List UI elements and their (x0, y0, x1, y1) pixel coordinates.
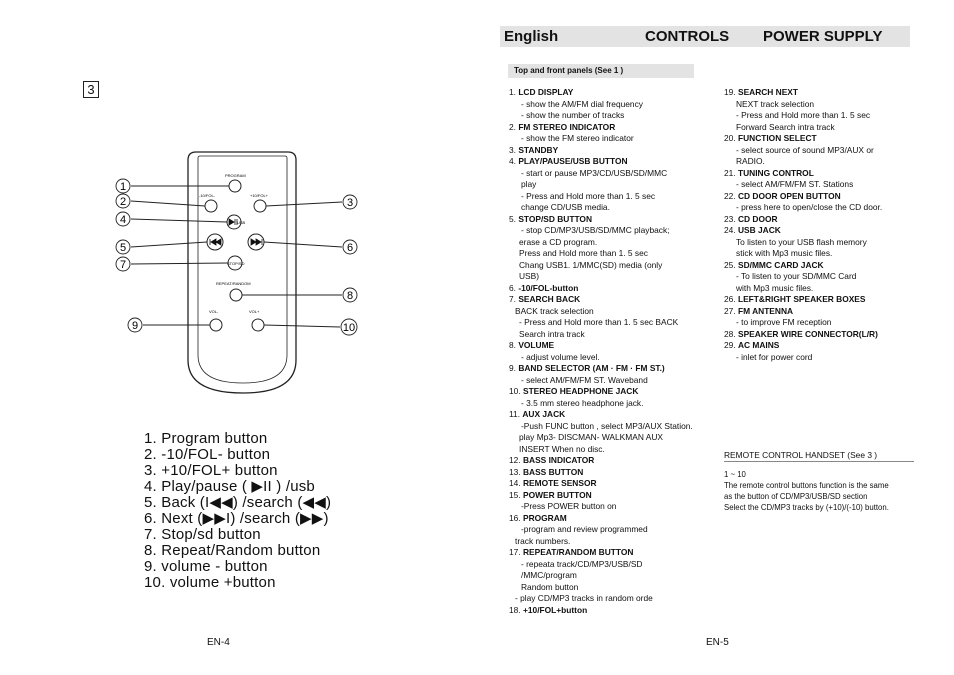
control-item-description: USB) (519, 271, 540, 281)
control-item-title (509, 340, 724, 352)
control-item-label: FM ANTENNA (737, 305, 794, 316)
remote-plus-fol-label: +10/FOL+ (250, 193, 269, 198)
control-item-number: 14. (509, 478, 523, 488)
control-item-number: 25. (724, 259, 738, 270)
control-item-description: - 3.5 mm stereo headphone jack. (521, 397, 644, 408)
control-item-title (509, 386, 724, 398)
control-item-number: 8. (509, 340, 519, 350)
remote-heading: REMOTE CONTROL HANDSET (See 3 ) (724, 450, 914, 462)
callout-7: 7 (119, 259, 127, 271)
control-item-description: Press and Hold more than 1. 5 sec (519, 248, 648, 258)
control-item-description: Search intra track (519, 328, 585, 339)
callout-4: 4 (119, 214, 127, 226)
control-item-description: erase a CD program. (519, 236, 598, 247)
control-item-description: - show the FM stereo indicator (521, 133, 634, 143)
control-item-label: STOP/SD BUTTON (518, 213, 592, 224)
remote-description (724, 469, 889, 513)
control-item-title (509, 409, 724, 421)
control-item-label: SEARCH NEXT (737, 87, 799, 97)
control-item-description: - Press and Hold more than 1. 5 sec (521, 190, 656, 201)
callout-10: 10 (342, 322, 356, 334)
control-item-label: SEARCH BACK (518, 294, 581, 304)
remote-vol-plus-label: VOL+ (249, 309, 260, 314)
controls-list-item: 8. Repeat/Random button (144, 542, 321, 559)
control-item-description: - start or pause MP3/CD/USB/SD/MMC (521, 167, 668, 178)
control-item-title (724, 168, 924, 180)
control-item-label: BAND SELECTOR (AM · FM · FM ST.) (518, 363, 665, 373)
control-item-label: STEREO HEADPHONE JACK (522, 386, 639, 396)
control-item-description: -program and review programmed (521, 524, 648, 534)
page-number-right: EN-5 (706, 637, 729, 648)
control-item-description: - select AM/FM/FM ST. Waveband (521, 374, 648, 385)
remote-control-illustration (110, 150, 370, 395)
controls-column-2 (724, 87, 924, 363)
control-item-title (509, 513, 724, 525)
controls-column-1 (509, 87, 724, 616)
control-item-number: 15. (509, 489, 523, 500)
control-item-description: - to improve FM reception (736, 317, 832, 327)
controls-list-item: 4. Play/pause ( ▶II ) /usb (144, 478, 315, 495)
control-item-number: 9. (509, 363, 519, 373)
control-item-label: POWER BUTTON (522, 489, 592, 500)
control-item-label: PLAY/PAUSE/USB BUTTON (518, 156, 628, 166)
page-number-left: EN-4 (207, 637, 230, 648)
control-item-description: change CD/USB media. (521, 202, 610, 212)
control-item-number: 4. (509, 156, 519, 166)
control-item-description: - select source of sound MP3/AUX or (736, 144, 874, 155)
control-item-description: track numbers. (515, 535, 571, 546)
controls-list-item: 9. volume - button (144, 558, 268, 575)
control-item-title (509, 455, 724, 467)
control-item-description: with Mp3 music files. (736, 282, 814, 293)
control-item-description: - repeata track/CD/MP3/USB/SD (521, 558, 643, 569)
control-item-label: USB JACK (737, 225, 781, 235)
control-item-title (509, 294, 724, 306)
controls-list-item: 2. -10/FOL- button (144, 446, 271, 463)
control-item-title (724, 133, 924, 145)
control-item-description: - stop CD/MP3/USB/SD/MMC playback; (521, 225, 670, 235)
control-item-description: To listen to your USB flash memory (736, 236, 867, 247)
header-language: English (504, 28, 559, 45)
control-item-description: stick with Mp3 music files. (736, 248, 833, 258)
control-item-number: 28. (724, 328, 738, 339)
control-item-label: FUNCTION SELECT (737, 133, 817, 143)
control-item-number: 23. (724, 213, 738, 224)
control-item-label: -10/FOL-button (518, 282, 579, 293)
control-item-description: Random button (521, 581, 579, 592)
control-item-description: RADIO. (736, 156, 765, 166)
control-item-description: - inlet for power cord (736, 351, 813, 362)
controls-list-item: 3. +10/FOL+ button (144, 462, 278, 479)
control-item-label: FM STEREO INDICATOR (518, 121, 616, 132)
control-item-title (509, 156, 724, 168)
remote-text-line: as the button of CD/MP3/USB/SD section (724, 492, 868, 501)
control-item-label: SD/MMC CARD JACK (737, 259, 824, 270)
control-item-number: 1. (509, 87, 519, 97)
control-item-number: 3. (509, 144, 519, 155)
control-item-label: AUX JACK (522, 409, 566, 419)
control-item-number: 13. (509, 466, 523, 477)
control-item-title (724, 191, 924, 203)
callout-8: 8 (346, 290, 354, 302)
control-item-label: +10/FOL+button (522, 604, 588, 615)
controls-list-item: 10. volume +button (144, 574, 276, 591)
remote-text-line: The remote control buttons function is the same (724, 481, 889, 490)
control-item-title (509, 547, 724, 559)
control-item-number: 22. (724, 190, 738, 201)
callout-9: 9 (131, 320, 139, 332)
control-item-description: - play CD/MP3 tracks in random orde (515, 593, 653, 603)
callout-6: 6 (346, 242, 354, 254)
control-item-label: PROGRAM (522, 512, 567, 523)
control-item-description: Forward Search intra track (736, 121, 835, 132)
control-item-label: VOLUME (518, 340, 555, 350)
remote-program-label: PROGRAM (225, 173, 246, 178)
control-item-number: 17. (509, 547, 523, 557)
control-item-label: BASS INDICATOR (522, 455, 595, 465)
remote-stop-sd-label: STOP/SD (227, 261, 245, 266)
control-item-number: 11. (509, 409, 523, 419)
header-power-supply: POWER SUPPLY (763, 28, 883, 45)
controls-list-item: 1. Program button (144, 430, 268, 447)
remote-text-line: Select the CD/MP3 tracks by (+10)/(-10) button. (724, 503, 889, 512)
control-item-label: REMOTE SENSOR (522, 478, 597, 488)
control-item-title (724, 214, 924, 226)
control-item-label: STANDBY (518, 144, 559, 155)
control-item-label: TUNING CONTROL (737, 167, 814, 178)
control-item-description: - Press and Hold more than 1. 5 sec (736, 110, 871, 120)
remote-range: 1 ~ 10 (724, 470, 746, 479)
callout-5: 5 (119, 242, 127, 254)
control-item-label: LEFT&RIGHT SPEAKER BOXES (737, 294, 866, 304)
control-item-title (724, 87, 924, 99)
control-item-number: 27. (724, 305, 738, 316)
control-item-description: Chang USB1. 1/MMC(SD) media (only (519, 259, 663, 270)
control-item-label: CD DOOR (737, 213, 778, 224)
control-item-number: 6. (509, 282, 519, 293)
control-item-title (724, 329, 924, 341)
control-item-title (509, 87, 724, 99)
control-item-title (724, 294, 924, 306)
control-item-description: - Press and Hold more than 1. 5 sec BACK (519, 317, 679, 327)
control-item-number: 7. (509, 294, 519, 304)
control-item-number: 20. (724, 133, 738, 143)
control-item-title (509, 478, 724, 490)
control-item-title (724, 225, 924, 237)
callout-2: 2 (119, 196, 127, 208)
control-item-description: -Push FUNC button , select MP3/AUX Station. (521, 420, 693, 431)
control-item-description: - show the AM/FM dial frequency (521, 98, 643, 109)
control-item-number: 10. (509, 386, 523, 396)
control-item-description: - To listen to your SD/MMC Card (736, 271, 857, 281)
callout-3: 3 (346, 197, 354, 209)
control-item-number: 19. (724, 87, 738, 97)
callout-1: 1 (119, 181, 127, 193)
control-item-number: 26. (724, 294, 738, 304)
control-item-description: -Press POWER button on (521, 501, 617, 511)
controls-list-item: 6. Next (▶▶I) /search (▶▶) (144, 510, 329, 527)
control-item-description: - select AM/FM/FM ST. Stations (736, 179, 854, 189)
panels-heading: Top and front panels (See 1 ) (508, 64, 694, 78)
header-controls: CONTROLS (645, 28, 730, 45)
control-item-description: - show the number of tracks (521, 110, 625, 120)
control-item-number: 29. (724, 340, 738, 350)
control-item-title (509, 490, 724, 502)
control-item-title (724, 306, 924, 318)
control-item-description: BACK track selection (515, 305, 594, 316)
remote-usb-label: USB (237, 220, 246, 225)
control-item-label: CD DOOR OPEN BUTTON (737, 190, 841, 201)
control-item-number: 2. (509, 121, 519, 132)
control-item-title (509, 363, 724, 375)
remote-repeat-random-label: REPEAT/RANDOM (216, 281, 251, 286)
controls-list (144, 431, 331, 591)
control-item-title (724, 340, 924, 352)
control-item-number: 21. (724, 167, 738, 178)
control-item-number: 18. (509, 604, 523, 615)
control-item-description: NEXT track selection (736, 98, 815, 109)
figure-number-box: 3 (83, 81, 99, 98)
control-item-label: LCD DISPLAY (518, 87, 574, 97)
control-item-title (509, 467, 724, 479)
control-item-description: INSERT When no disc. (519, 443, 605, 454)
control-item-title (509, 214, 724, 226)
controls-list-item: 5. Back (I◀◀) /search (◀◀) (144, 494, 332, 511)
control-item-description: /MMC/program (521, 570, 577, 580)
control-item-label: AC MAINS (737, 340, 780, 350)
page-header (500, 26, 910, 47)
control-item-title (509, 122, 724, 134)
control-item-title (509, 145, 724, 157)
control-item-label: SPEAKER WIRE CONNECTOR(L/R) (737, 328, 878, 339)
control-item-title (509, 283, 724, 295)
control-item-title (724, 260, 924, 272)
control-item-description: play (521, 179, 537, 189)
controls-list-item: 7. Stop/sd button (144, 526, 261, 543)
control-item-number: 24. (724, 225, 738, 235)
control-item-number: 5. (509, 213, 519, 224)
control-item-number: 12. (509, 455, 523, 465)
control-item-label: REPEAT/RANDOM BUTTON (522, 547, 634, 557)
control-item-description: - press here to open/close the CD door. (736, 202, 883, 212)
remote-vol-minus-label: VOL- (209, 309, 219, 314)
control-item-description: play Mp3- DISCMAN- WALKMAN AUX (519, 432, 663, 442)
control-item-title (509, 605, 724, 617)
remote-minus-fol-label: -10/FOL- (199, 193, 216, 198)
control-item-number: 16. (509, 512, 523, 523)
control-item-label: BASS BUTTON (522, 466, 584, 477)
control-item-description: - adjust volume level. (521, 351, 600, 362)
